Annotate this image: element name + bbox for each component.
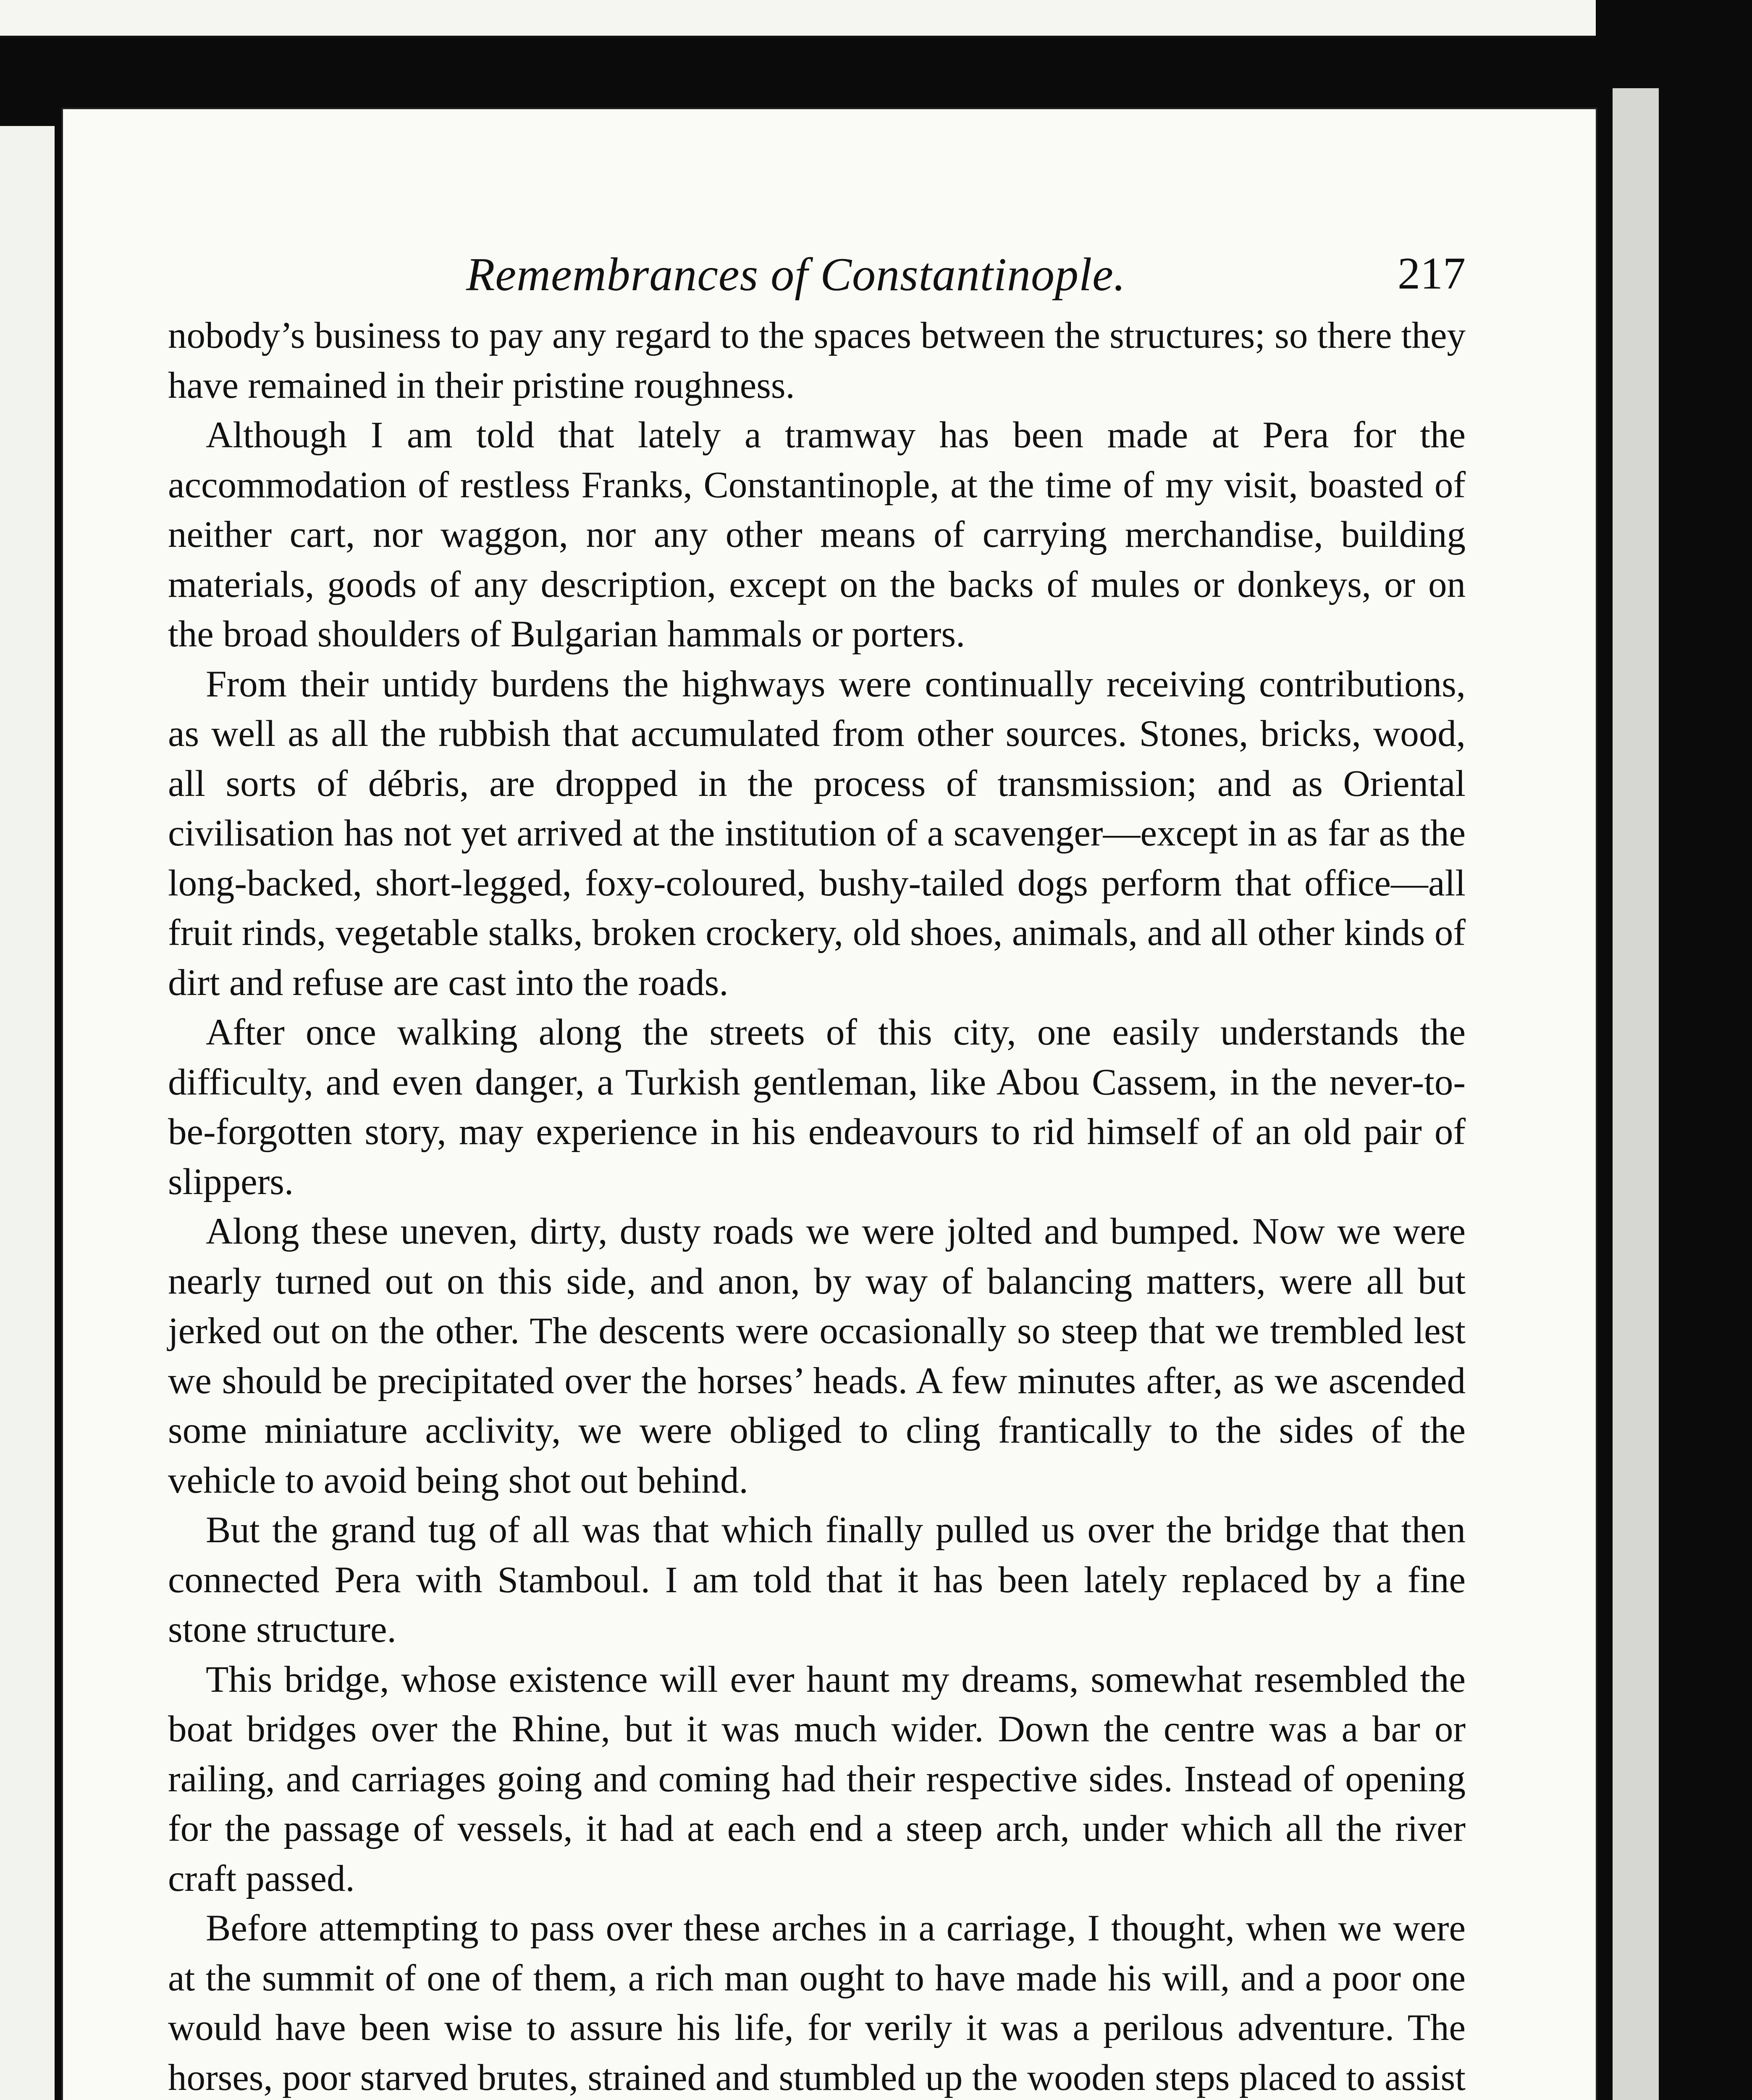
- page-number: 217: [1398, 249, 1466, 299]
- paragraph: nobody’s business to pay any regard to the spaces between the structures; so there they have remained in their pristine roughness.: [168, 315, 1466, 406]
- running-header: [168, 248, 1466, 311]
- facing-page-top-edge: [0, 0, 1596, 38]
- paragraph: Although I am told that lately a tramway has been made at Pera for the accommodation of restless Franks, Constantinople, at the time of my visit, boasted of neither cart, nor waggon, nor any other means of carrying merchandise, building materials, goods of any description, except on the backs of mules or donkeys, or on the broad shoulders of Bulgarian hammals or porters.: [168, 415, 1466, 655]
- paragraph: After once walking along the streets of this city, one easily understands the difficulty, and even danger, a Turkish gentleman, like Abou Cassem, in the never-to-be-forgotten story, may experience in his endeavours to rid himself of an old pair of slippers.: [168, 1012, 1466, 1202]
- paragraph: This bridge, whose existence will ever haunt my dreams, somewhat resembled the boat bridges over the Rhine, but it was much wider. Down the centre was a bar or railing, and carriages going and coming had their respective sides. Instead of opening for the passage of vessels, it had at each end a steep arch, under which all the river craft passed.: [168, 1659, 1466, 1899]
- right-page-edge: [1613, 88, 1659, 2100]
- paragraph: From their untidy burdens the highways were continually receiving contributions, as well as all the rubbish that accumulated from other sources. Stones, bricks, wood, all sorts of débris, are dropped in the process of transmission; and as Oriental civilisation has not yet arrived at the institution of a scavenger—except in as far as the long-backed, short-legged, foxy-coloured, bushy-tailed dogs perform that office—all fruit rinds, vegetable stalks, broken crockery, old shoes, animals, and all other kinds of dirt and refuse are cast into the roads.: [168, 663, 1466, 1003]
- paragraph: Before attempting to pass over these arches in a carriage, I thought, when we were at the summit of one of them, a rich man ought to have made his will, and a poor one would have been wise to assure his life, for verily it was a perilous adventure. The horses, poor starved brutes, strained and stumbled up the wooden steps placed to assist: [168, 1908, 1466, 2098]
- book-page: [63, 109, 1596, 2100]
- paragraph: But the grand tug of all was that which finally pulled us over the bridge that then connected Pera with Stamboul. I am told that it has been lately replaced by a fine stone structure.: [168, 1509, 1466, 1650]
- left-page-edge: [0, 126, 55, 2100]
- paragraph: Along these uneven, dirty, dusty roads we were jolted and bumped. Now we were nearly turned out on this side, and anon, by way of balancing matters, were all but jerked out on the other. The descents were occasionally so steep that we trembled lest we should be precipitated over the horses’ heads. A few minutes after, as we ascended some miniature acclivity, we were obliged to cling frantically to the sides of the vehicle to avoid being shot out behind.: [168, 1211, 1466, 1501]
- running-title: Remembrances of Constantinople.: [466, 249, 1126, 301]
- page-content: [168, 248, 1466, 2100]
